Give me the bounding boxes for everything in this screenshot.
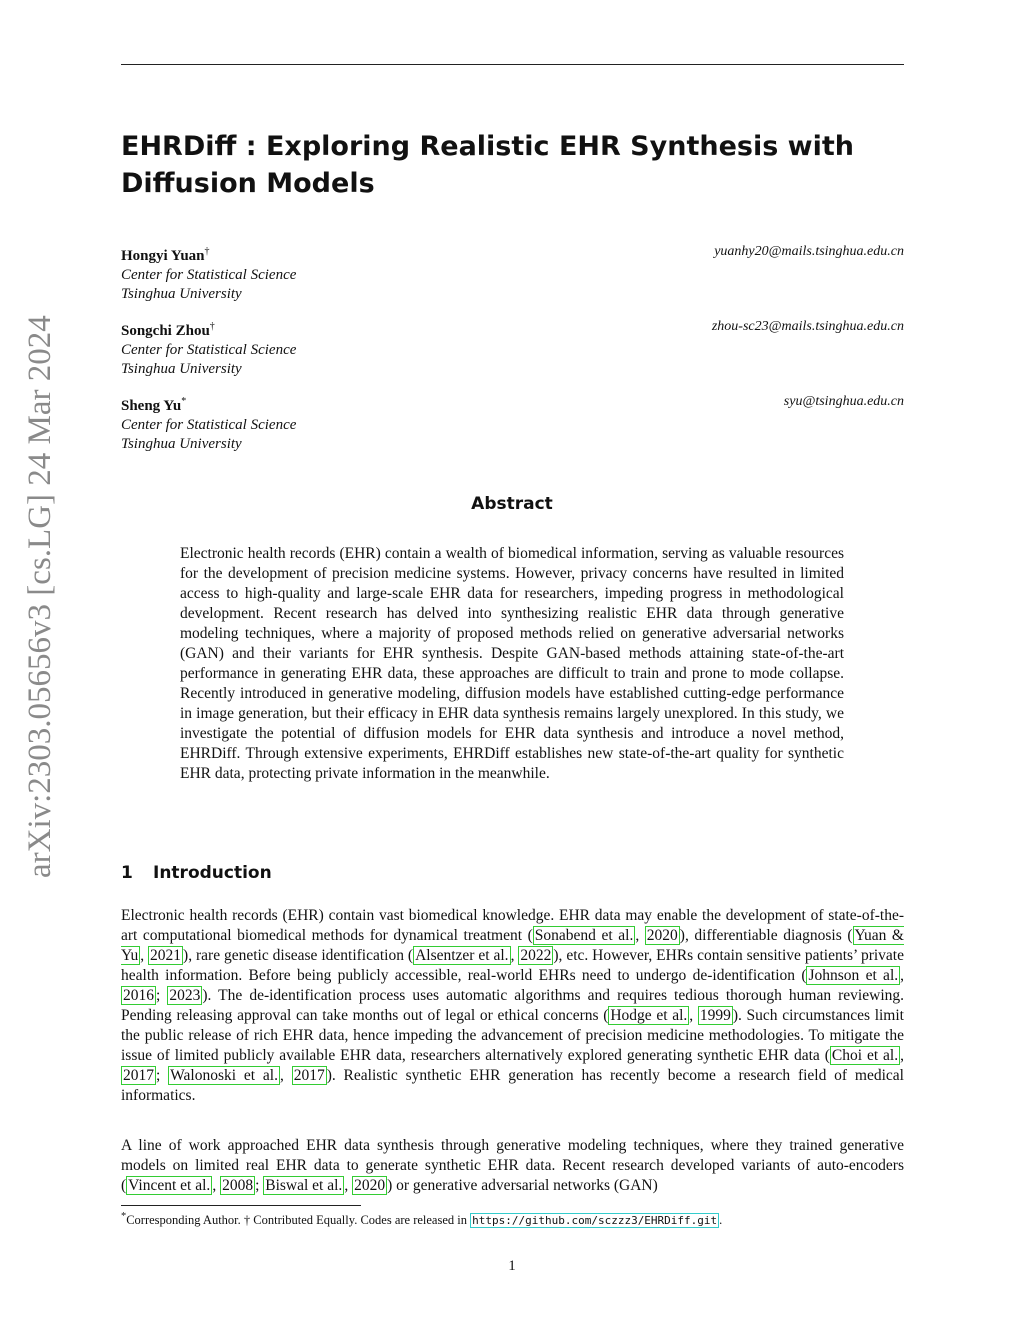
citation-link[interactable]: 2023 <box>169 987 201 1004</box>
author-university: Tsinghua University <box>121 436 242 452</box>
page-number: 1 <box>508 1258 516 1274</box>
body-paragraph: Electronic health records (EHR) contain vast biomedical knowledge. EHR data may enable the development of state-of-the-art computational biomedical methods for dynamical treatment ( Sonabend et al. , 2020 ), differentiable diagnosis ( Yuan & Yu , 2021 ), rare genetic disease identification ( Alsentzer et al. , 2022 ), etc. However, EHRs contain sensitive patients’ private health information. Before being publicly accessible, real-world EHRs need to undergo de-identification ( Johnson et al. , 2016 ; 2023 ). The de-identification process uses automatic algorithms and requires tedious thorough human reviewing. Pending releasing approval can take months out of legal or ethical concerns ( Hodge et al. , 1999 ). Such circumstances limit the public release of rich EHR data, hence impeding the advancement of precision medicine methodologies. To mitigate the issue of limited publicly available EHR data, researchers alternatively explored generating synthetic EHR data ( Choi et al. , 2017 ; Walonoski et al. , 2017 ). Realistic synthetic EHR generation has recently become a research field of medical informatics. <box>121 907 904 1104</box>
citation-link[interactable]: 2022 <box>520 947 552 964</box>
author-email[interactable]: yuanhy20@mails.tsinghua.edu.cn <box>714 244 904 259</box>
author-name: Sheng Yu* <box>121 396 187 414</box>
citation-link[interactable]: Vincent et al. <box>128 1177 211 1194</box>
author-department: Center for Statistical Science <box>121 342 297 358</box>
author-block <box>121 317 904 379</box>
section-number: 1 <box>121 863 133 883</box>
citation-link[interactable]: Hodge et al. <box>610 1007 688 1024</box>
footnote-rule <box>121 1205 361 1206</box>
citation-link[interactable]: Walonoski et al. <box>170 1067 278 1084</box>
citation-link[interactable]: Biswal et al. <box>265 1177 343 1194</box>
citation-link[interactable]: 2020 <box>646 927 678 944</box>
footnote-mark: * <box>121 1211 127 1222</box>
author-email[interactable]: zhou-sc23@mails.tsinghua.edu.cn <box>711 319 904 334</box>
citation-link[interactable]: Sonabend et al. <box>534 927 634 944</box>
citation-link[interactable]: 2020 <box>354 1177 386 1194</box>
citation-link[interactable]: 2021 <box>150 947 182 964</box>
author-university: Tsinghua University <box>121 286 242 302</box>
citation-link[interactable]: 2017 <box>123 1067 154 1084</box>
citation-link[interactable]: Alsentzer et al. <box>415 947 509 964</box>
citation-link[interactable]: 1999 <box>699 1007 731 1024</box>
abstract-text: Electronic health records (EHR) contain a wealth of biomedical information, serving as valuable resources for the development of precision medicine systems. However, privacy concerns have resulted in limited access to high-quality and large-scale EHR data for researchers, impeding progress in methodological development. Recent research has delved into synthesizing realistic EHR data through generative modeling techniques, where a majority of proposed methods relied on generative adversarial networks (GAN) and their variants for EHR synthesis. Despite GAN-based methods attaining state-of-the-art performance in generating EHR data, these approaches are difficult to train and prone to mode collapse. Recently introduced in generative modeling, diffusion models have established cutting-edge performance in image generation, but their efficacy in EHR data synthesis remains largely unexplored. In this study, we investigate the potential of diffusion models for EHR data synthesis and introduce a novel method, EHRDiff. Through extensive experiments, EHRDiff establishes new state-of-the-art quality for synthetic EHR data, protecting private information in the meanwhile. <box>180 545 844 782</box>
author-department: Center for Statistical Science <box>121 417 297 433</box>
section-heading <box>121 863 272 883</box>
body-paragraph: A line of work approached EHR data synthesis through generative modeling techniques, where they trained generative models on limited real EHR data to generate synthetic EHR data. Recent research developed variants of auto-encoders ( Vincent et al. , 2008 ; Biswal et al. , 2020 ) or generative adversarial networks (GAN) <box>121 1137 904 1194</box>
author-email[interactable]: syu@tsinghua.edu.cn <box>783 394 904 409</box>
paper-title: EHRDiff : Exploring Realistic EHR Synthesis with Diffusion Models <box>121 131 855 199</box>
citation-link[interactable]: Yuan & Yu <box>121 927 904 964</box>
citation-link[interactable]: 2016 <box>123 987 154 1004</box>
author-department: Center for Statistical Science <box>121 267 297 283</box>
author-university: Tsinghua University <box>121 361 242 377</box>
abstract-heading: Abstract <box>471 494 553 514</box>
citation-link[interactable]: Johnson et al. <box>808 967 899 984</box>
author-block <box>121 242 904 304</box>
top-rule <box>121 64 904 65</box>
author-block <box>121 392 904 454</box>
author-name: Songchi Zhou† <box>121 321 215 339</box>
author-name: Hongyi Yuan† <box>121 246 210 264</box>
section-title: Introduction <box>153 863 272 883</box>
citation-link[interactable]: 2008 <box>222 1177 254 1194</box>
citation-link[interactable]: 2017 <box>293 1067 325 1084</box>
code-url-link[interactable]: https://github.com/sczzz3/EHRDiff.git <box>472 1214 718 1228</box>
footnote: *Corresponding Author. † Contributed Equally. Codes are released in https://github.com/sczzz3/EHRDiff.git . <box>121 1211 723 1228</box>
arxiv-identifier: arXiv:2303.05656v3 [cs.LG] 24 Mar 2024 <box>22 315 58 878</box>
citation-link[interactable]: Choi et al. <box>831 1047 899 1064</box>
